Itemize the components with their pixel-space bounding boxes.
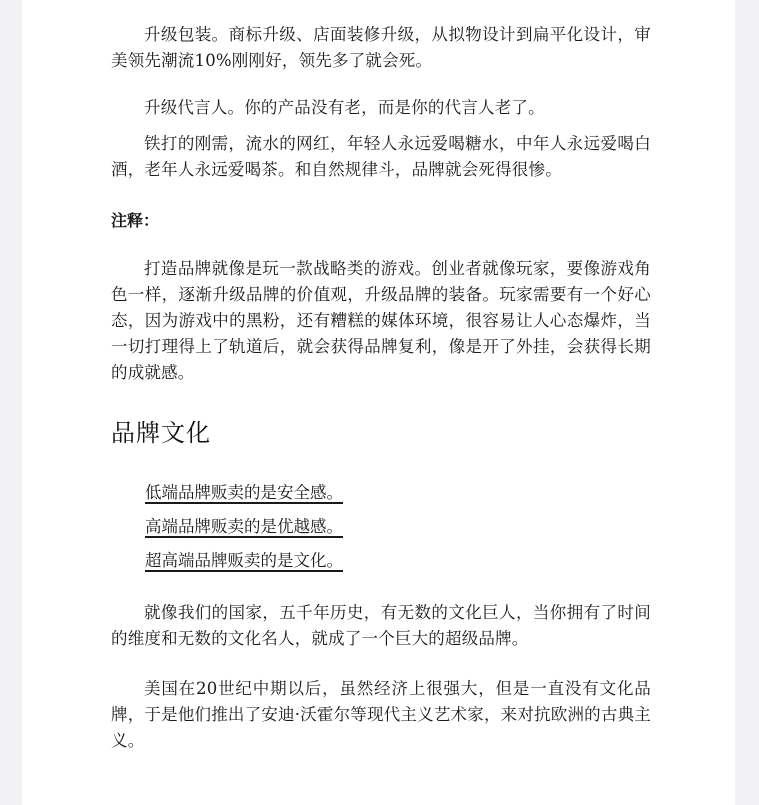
paragraph-china-culture: 就像我们的国家，五千年历史，有无数的文化巨人，当你拥有了时间的维度和无数的文化名人，就成了一个巨大的超级品牌。 xyxy=(111,603,651,648)
paragraph-america-culture: 美国在20世纪中期以后，虽然经济上很强大，但是一直没有文化品牌，于是他们推出了安迪·沃霍尔等现代主义艺术家，来对抗欧洲的古典主义。 xyxy=(111,679,651,750)
note-label: 注释： xyxy=(111,211,160,230)
paragraph-natural-law: 铁打的刚需，流水的网红，年轻人永远爱喝糖水，中年人永远爱喝白酒，老年人永远爱喝茶。和自然规律斗，品牌就会死得很惨。 xyxy=(111,134,651,179)
underlined-line-high-end: 高端品牌贩卖的是优越感。 xyxy=(145,517,343,536)
underlined-line-ultra-high-end: 超高端品牌贩卖的是文化。 xyxy=(145,551,343,570)
underlined-line-low-end: 低端品牌贩卖的是安全感。 xyxy=(145,483,343,502)
section-heading-brand-culture: 品牌文化 xyxy=(111,419,211,447)
document-page xyxy=(22,0,735,805)
paragraph-packaging-upgrade: 升级包装。商标升级、店面装修升级，从拟物设计到扁平化设计，审美领先潮流10%刚刚好，领先多了就会死。 xyxy=(111,25,651,70)
paragraph-note: 打造品牌就像是玩一款战略类的游戏。创业者就像玩家，要像游戏角色一样，逐渐升级品牌的价值观，升级品牌的装备。玩家需要有一个好心态，因为游戏中的黑粉，还有糟糕的媒体环境，很容易让人心态爆炸，当一切打理得上了轨道后，就会获得品牌复利，像是开了外挂，会获得长期的成就感。 xyxy=(111,259,651,382)
paragraph-spokesperson-upgrade: 升级代言人。你的产品没有老，而是你的代言人老了。 xyxy=(144,98,545,117)
